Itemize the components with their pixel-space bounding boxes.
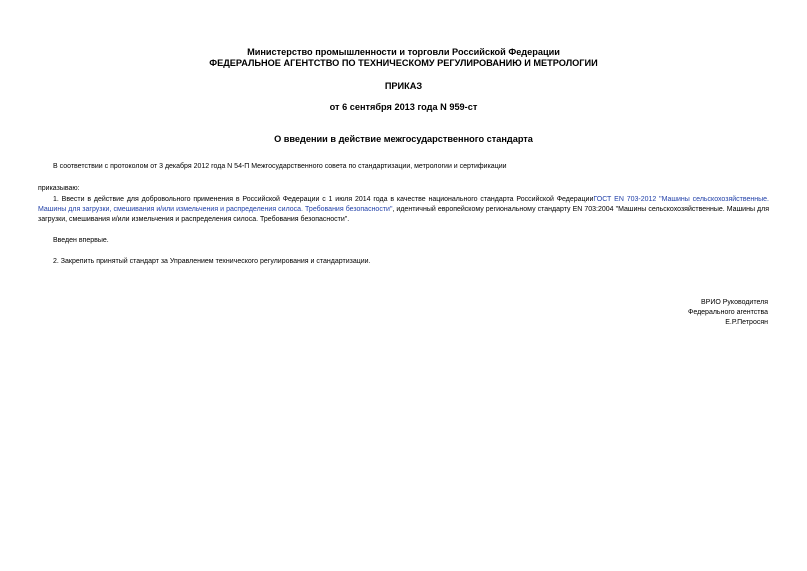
- ministry-name: Министерство промышленности и торговли Российской Федерации: [247, 47, 560, 57]
- orders-word: приказываю:: [38, 185, 80, 192]
- item-1-text: 1. Ввести в действие для добровольного применения в Российской Федерации с 1 июля 2014 года в качестве национального стандарта Российской Федерации: [53, 196, 594, 203]
- item-1-paragraph: [38, 195, 769, 225]
- signature-name: Е.Р.Петросян: [725, 319, 768, 326]
- standard-link[interactable]: ГОСТ EN 703-2012 "Машины сельскохозяйственные. Машины для загрузки, смешивания и/или измельчения и распределения силоса. Требования безопасности": [38, 196, 769, 213]
- signature-position: ВРИО Руководителя: [701, 299, 768, 306]
- item-2-paragraph: 2. Закрепить принятый стандарт за Управлением технического регулирования и стандартизации.: [53, 258, 371, 265]
- protocol-paragraph: В соответствии с протоколом от 3 декабря 2012 года N 54-П Межгосударственного совета по стандартизации, метрологии и сертификации: [53, 163, 507, 170]
- order-date: от 6 сентября 2013 года N 959-ст: [329, 102, 478, 112]
- signature-agency: Федерального агентства: [688, 309, 768, 316]
- order-subject: О введении в действие межгосударственного стандарта: [274, 134, 533, 144]
- order-title: ПРИКАЗ: [384, 81, 423, 91]
- agency-name: ФЕДЕРАЛЬНОЕ АГЕНТСТВО ПО ТЕХНИЧЕСКОМУ РЕГУЛИРОВАНИЮ И МЕТРОЛОГИИ: [209, 58, 598, 68]
- item-1-text-end: , идентичный европейскому региональному стандарту EN 703:2004 "Машины сельскохозяйственные. Машины для загрузки, смешивания и/или измельчения и распределения силоса. Требования безопасности".: [38, 206, 769, 223]
- introduced-first-note: Введен впервые.: [53, 237, 109, 244]
